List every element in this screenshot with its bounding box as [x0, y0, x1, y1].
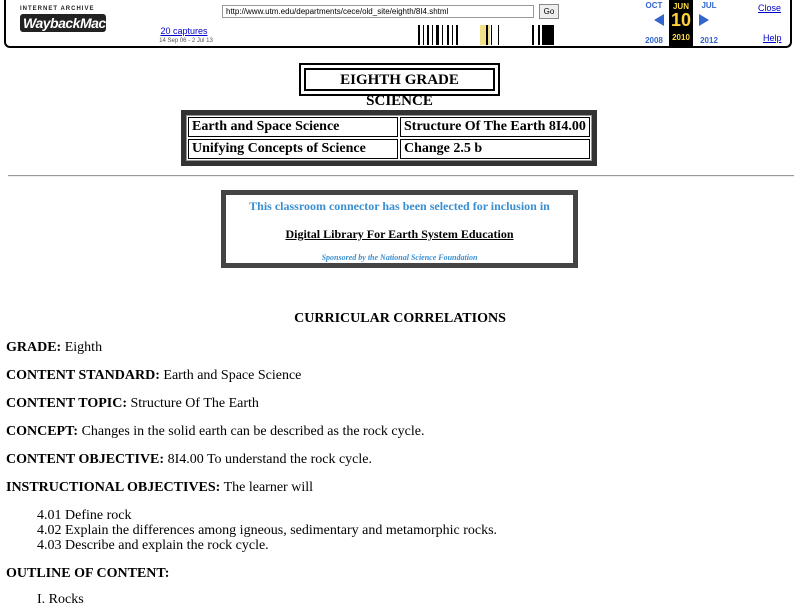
- concept-label: CONCEPT:: [6, 424, 79, 439]
- table-cell: Structure Of The Earth 8I4.00: [400, 117, 590, 137]
- next-capture-arrow-icon[interactable]: [699, 14, 709, 26]
- curricular-heading: CURRICULAR CORRELATIONS: [294, 311, 506, 326]
- capture-timeline[interactable]: [234, 25, 634, 45]
- next-month[interactable]: JUL: [701, 1, 717, 10]
- topic-row: [6, 396, 259, 412]
- objective-row: [6, 452, 372, 468]
- wayback-logo[interactable]: [20, 6, 133, 40]
- page-title-box: [299, 63, 500, 109]
- grade-value: Eighth: [61, 340, 103, 355]
- outline-label: OUTLINE OF CONTENT:: [6, 566, 170, 581]
- table-cell: Earth and Space Science: [188, 117, 398, 137]
- current-day: 10: [670, 10, 692, 30]
- dlese-link[interactable]: Digital Library For Earth System Education: [285, 227, 514, 241]
- concept-value: Changes in the solid earth can be described as the rock cycle.: [78, 424, 425, 439]
- logo-main-text: WaybackMachine: [20, 14, 106, 32]
- prev-month[interactable]: OCT: [645, 1, 663, 10]
- instructional-value: The learner will: [220, 480, 313, 495]
- list-item: 4.03 Describe and explain the rock cycle.: [37, 538, 269, 553]
- dlese-banner: [221, 190, 578, 268]
- instructional-label: INSTRUCTIONAL OBJECTIVES:: [6, 480, 221, 495]
- captures-link[interactable]: 20 captures: [160, 26, 208, 36]
- table-row: [188, 117, 590, 137]
- list-item: 4.02 Explain the differences among igneous, sedimentary and metamorphic rocks.: [37, 523, 498, 538]
- grade-row: [6, 340, 102, 356]
- go-button[interactable]: Go: [539, 4, 559, 19]
- table-cell: Unifying Concepts of Science: [188, 139, 398, 159]
- prev-capture-arrow-icon[interactable]: [654, 14, 664, 26]
- standard-label: CONTENT STANDARD:: [6, 368, 160, 383]
- help-link[interactable]: Help: [763, 33, 782, 43]
- current-year: 2010: [672, 33, 690, 42]
- capture-range: 14 Sep 06 - 2 Jul 13: [159, 38, 213, 44]
- info-table: [181, 110, 597, 166]
- objective-label: CONTENT OBJECTIVE:: [6, 452, 165, 467]
- dlese-sponsor: Sponsored by the National Science Foundation: [321, 253, 478, 262]
- concept-row: [6, 424, 424, 440]
- url-input[interactable]: http://www.utm.edu/departments/cece/old_site/eighth/8I4.shtml: [222, 5, 534, 18]
- close-link[interactable]: Close: [758, 3, 782, 13]
- dlese-intro: This classroom connector has been selected for inclusion in: [249, 199, 550, 213]
- list-item: 4.01 Define rock: [37, 508, 132, 523]
- topic-value: Structure Of The Earth: [126, 396, 259, 411]
- grade-label: GRADE:: [6, 340, 62, 355]
- prev-year[interactable]: 2008: [645, 36, 663, 45]
- divider: [8, 175, 794, 177]
- page-title: EIGHTH GRADE SCIENCE: [304, 68, 495, 91]
- current-month: JUN: [672, 2, 689, 11]
- table-cell: Change 2.5 b: [400, 139, 590, 159]
- outline-row: [6, 566, 169, 582]
- next-year[interactable]: 2012: [700, 36, 718, 45]
- current-capture-date: [669, 0, 693, 46]
- topic-label: CONTENT TOPIC:: [6, 396, 127, 411]
- logo-top-text: INTERNET ARCHIVE: [20, 6, 95, 12]
- list-item: I. Rocks: [37, 592, 84, 607]
- standard-value: Earth and Space Science: [159, 368, 302, 383]
- table-row: [188, 139, 590, 159]
- instructional-row: [6, 480, 313, 496]
- standard-row: [6, 368, 301, 384]
- wayback-toolbar: [4, 0, 792, 48]
- objective-value: 8I4.00 To understand the rock cycle.: [164, 452, 372, 467]
